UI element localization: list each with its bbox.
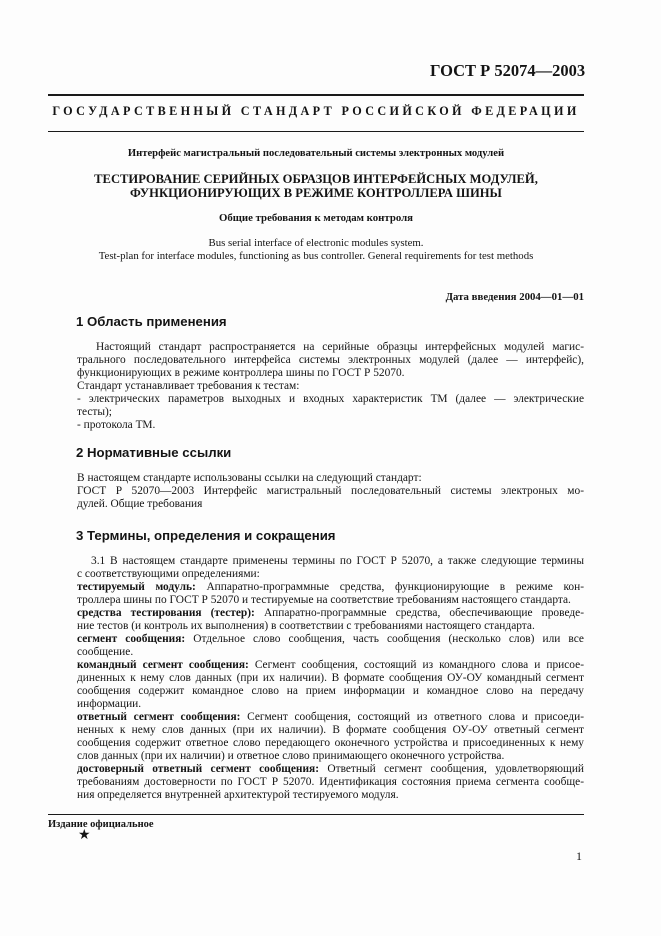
text-line: Настоящий стандарт распространяется на серийные образцы интерфейсных модулей магис- [96, 341, 584, 353]
term-entry: тестируемый модуль: Аппаратно-программные средства, функционирующие в режиме кон- [77, 581, 584, 593]
text-line: В настоящем стандарте использованы ссылки на следующий стандарт: [77, 472, 422, 484]
english-title-line-1: Bus serial interface of electronic modules system. [208, 237, 424, 249]
term-name: достоверный ответный сегмент сообщения: [77, 763, 320, 775]
text-line: сообщения содержит ответное слово передающего оконечного устройства и присоединенных к нему [77, 737, 584, 749]
term-entry: сегмент сообщения: Отдельное слово сообщения, часть сообщения (несколько слов) или все [77, 633, 584, 645]
section-2-body [77, 472, 584, 511]
term-entry: командный сегмент сообщения: Сегмент сообщения, состоящий из командного слова и присое- [77, 659, 584, 671]
subtitle: Общие требования к методам контроля [219, 212, 413, 224]
text-line: троллера шины по ГОСТ Р 52070 и тестируемые на соответствие требованиям настоящего стандарта. [77, 594, 571, 606]
term-name: сегмент сообщения: [77, 633, 186, 645]
text-line: сообщение. [77, 646, 134, 658]
top-rule [48, 94, 584, 96]
text-line: слов данных (при их наличии) и ответное слово принимающего оконечного устройства. [77, 750, 505, 762]
text-line: - протокола ТМ. [77, 419, 156, 431]
text-line: Стандарт устанавливает требования к тестам: [77, 380, 300, 392]
text-line: с соответствующими определениями: [77, 568, 260, 580]
term-entry: достоверный ответный сегмент сообщения: Ответный сегмент сообщения, удовлетворяющий [77, 763, 585, 775]
text-line: ненных к нему слов данных (при их наличии). В формате сообщения ОУ-ОУ ответный сегмент [77, 724, 584, 736]
text-line: сообщения содержит командное слово на прием информации и командное слово на передачу [77, 685, 584, 697]
text-line: тесты); [77, 406, 112, 418]
main-title-line-2: ФУНКЦИОНИРУЮЩИХ В РЕЖИМЕ КОНТРОЛЛЕРА ШИНЫ [130, 186, 502, 200]
state-standard-banner: ГОСУДАРСТВЕННЫЙ СТАНДАРТ РОССИЙСКОЙ ФЕДЕРАЦИИ [52, 104, 580, 118]
section-2-heading: 2 Нормативные ссылки [76, 445, 232, 460]
term-entry: ответный сегмент сообщения: Сегмент сообщения, состоящий из ответного слова и присоеди- [77, 711, 584, 723]
english-title-line-2: Test-plan for interface modules, functioning as bus controller. General requirements for test methods [98, 250, 534, 262]
banner-rule [48, 131, 584, 132]
term-name: средства тестирования (тестер): [77, 607, 255, 619]
main-title-line-1: ТЕСТИРОВАНИЕ СЕРИЙНЫХ ОБРАЗЦОВ ИНТЕРФЕЙСНЫХ МОДУЛЕЙ, [94, 172, 538, 186]
star-icon: ★ [78, 828, 91, 843]
text-line: 3.1 В настоящем стандарте применены термины по ГОСТ Р 52070, а также следующие термины [91, 555, 584, 567]
text-line: трального последовательного интерфейса системы электронных модулей (далее — интерфейс), [77, 354, 584, 366]
term-name: командный сегмент сообщения: [77, 659, 249, 671]
introduction-date: Дата введения 2004—01—01 [445, 291, 584, 303]
series-title: Интерфейс магистральный последовательный системы электронных модулей [127, 148, 505, 159]
text-line: - электрических параметров выходных и входных характеристик ТМ (далее — электрические [77, 393, 584, 405]
text-line: информации. [77, 698, 142, 710]
section-1-body [77, 341, 584, 432]
text-line: требованиям достоверности по ГОСТ Р 52070. Идентификация состояния приема сегмента сообще- [77, 776, 584, 788]
term-entry: средства тестирования (тестер): Аппаратно-программные средства, обеспечивающие проведе- [77, 607, 584, 619]
term-name: тестируемый модуль: [77, 581, 196, 593]
text-line: ние тестов (и контроль их выполнения) в соответствии с требованиями настоящего стандарта. [77, 620, 535, 632]
text-line: ГОСТ Р 52070—2003 Интерфейс магистральный последовательный системы электроных мо- [77, 485, 584, 497]
text-line: дулей. Общие требования [77, 498, 203, 510]
official-edition-label: Издание официальное [48, 819, 154, 830]
standard-code: ГОСТ Р 52074—2003 [430, 61, 586, 80]
term-name: ответный сегмент сообщения: [77, 711, 241, 723]
section-3-heading: 3 Термины, определения и сокращения [76, 528, 336, 543]
text-line: ния определяется внутренней архитектурой тестируемого модуля. [77, 789, 399, 801]
footer-rule [48, 814, 584, 815]
text-line: функционирующих в режиме контроллера шины по ГОСТ Р 52070. [77, 367, 405, 379]
text-line: диненных к нему слов данных (при их наличии). В формате сообщения ОУ-ОУ командный сегмент [77, 672, 584, 684]
page-number: 1 [576, 849, 582, 863]
section-1-heading: 1 Область применения [76, 314, 227, 329]
section-3-body [77, 555, 584, 802]
